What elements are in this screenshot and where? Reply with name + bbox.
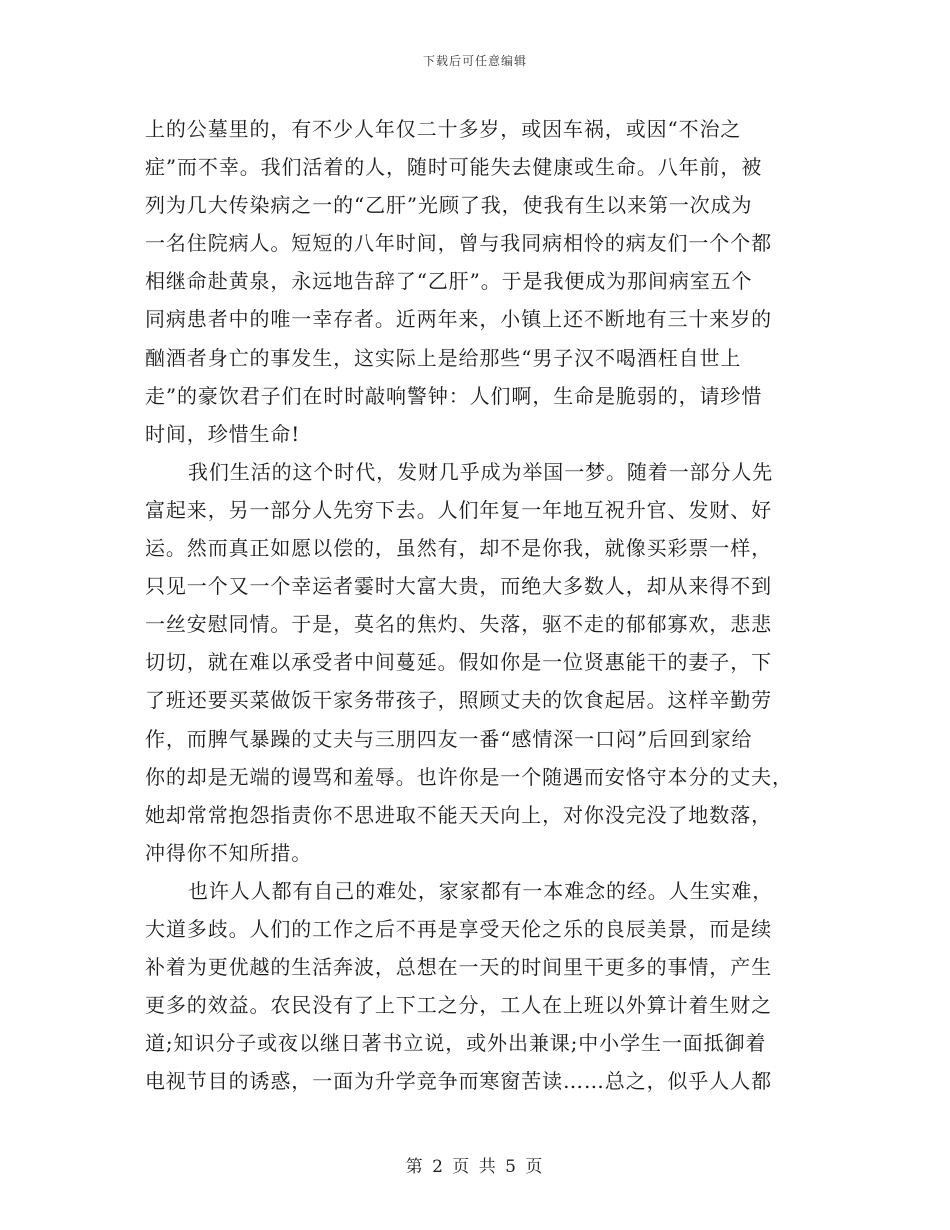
- text-line: 大道多歧。人们的工作之后不再是享受天伦之乐的良辰美景，而是续: [145, 916, 772, 941]
- text-line: 时间，珍惜生命!: [145, 421, 301, 446]
- text-line: 症”而不幸。我们活着的人，随时可能失去健康或生命。八年前，被: [145, 155, 763, 180]
- paragraph-first-line: 我们生活的这个时代，发财几乎成为举国一梦。随着一部分人先: [188, 459, 774, 484]
- text-line: 她却常常抱怨指责你不思进取不能天天向上，对你没完没了地数落，: [145, 802, 772, 827]
- paragraph-first-line: 也许人人都有自己的难处，家家都有一本难念的经。人生实难，: [188, 878, 774, 903]
- text-line: 列为几大传染病之一的“乙肝”光顾了我，使我有生以来第一次成为: [145, 193, 753, 218]
- text-line: 运。然而真正如愿以偿的，虽然有，却不是你我，就像买彩票一样，: [145, 536, 772, 561]
- text-line: 更多的效益。农民没有了上下工之分，工人在上班以外算计着生财之: [145, 993, 772, 1018]
- text-line: 富起来，另一部分人先穷下去。人们年复一年地互祝升官、发财、好: [145, 497, 772, 522]
- text-line: 同病患者中的唯一幸存者。近两年来，小镇上还不断地有三十来岁的: [145, 307, 772, 332]
- text-line: 一丝安慰同情。于是，莫名的焦灼、失落，驱不走的郁郁寡欢，悲悲: [145, 612, 772, 637]
- text-line: 冲得你不知所措。: [145, 840, 313, 865]
- page-footer: 第 2 页 共 5 页: [405, 1157, 545, 1177]
- text-line: 只见一个又一个幸运者霎时大富大贵，而绝大多数人，却从来得不到: [145, 574, 772, 599]
- text-line: 相继命赴黄泉，永远地告辞了“乙肝”。于是我便成为那间病室五个: [145, 269, 753, 294]
- text-line: 了班还要买菜做饭干家务带孩子，照顾丈夫的饮食起居。这样辛勤劳: [145, 688, 772, 713]
- text-line: 补着为更优越的生活奔波，总想在一天的时间里干更多的事情，产生: [145, 955, 772, 980]
- text-line: 电视节目的诱惑，一面为升学竞争而寒窗苦读……总之，似乎人人都: [145, 1069, 772, 1094]
- text-line: 你的却是无端的谩骂和羞辱。也许你是一个随遇而安恪守本分的丈夫，: [145, 764, 793, 789]
- text-line: 道;知识分子或夜以继日著书立说，或外出兼课;中小学生一面抵御着: [145, 1031, 767, 1056]
- text-line: 切切，就在难以承受者中间蔓延。假如你是一位贤惠能干的妻子，下: [145, 650, 772, 675]
- text-line: 酗酒者身亡的事发生，这实际上是给那些“男子汉不喝酒枉自世上: [145, 345, 742, 370]
- text-line: 一名住院病人。短短的八年时间，曾与我同病相怜的病友们一个个都: [145, 231, 772, 256]
- document-body: [145, 110, 805, 1100]
- page-header: 下载后可任意编辑: [422, 54, 527, 68]
- text-line: 走”的豪饮君子们在时时敲响警钟：人们啊，生命是脆弱的，请珍惜: [145, 383, 763, 408]
- text-line: 上的公墓里的，有不少人年仅二十多岁，或因车祸，或因“不治之: [145, 117, 742, 141]
- text-line: 作，而脾气暴躁的丈夫与三朋四友一番“感情深一口闷”后回到家给: [145, 726, 753, 751]
